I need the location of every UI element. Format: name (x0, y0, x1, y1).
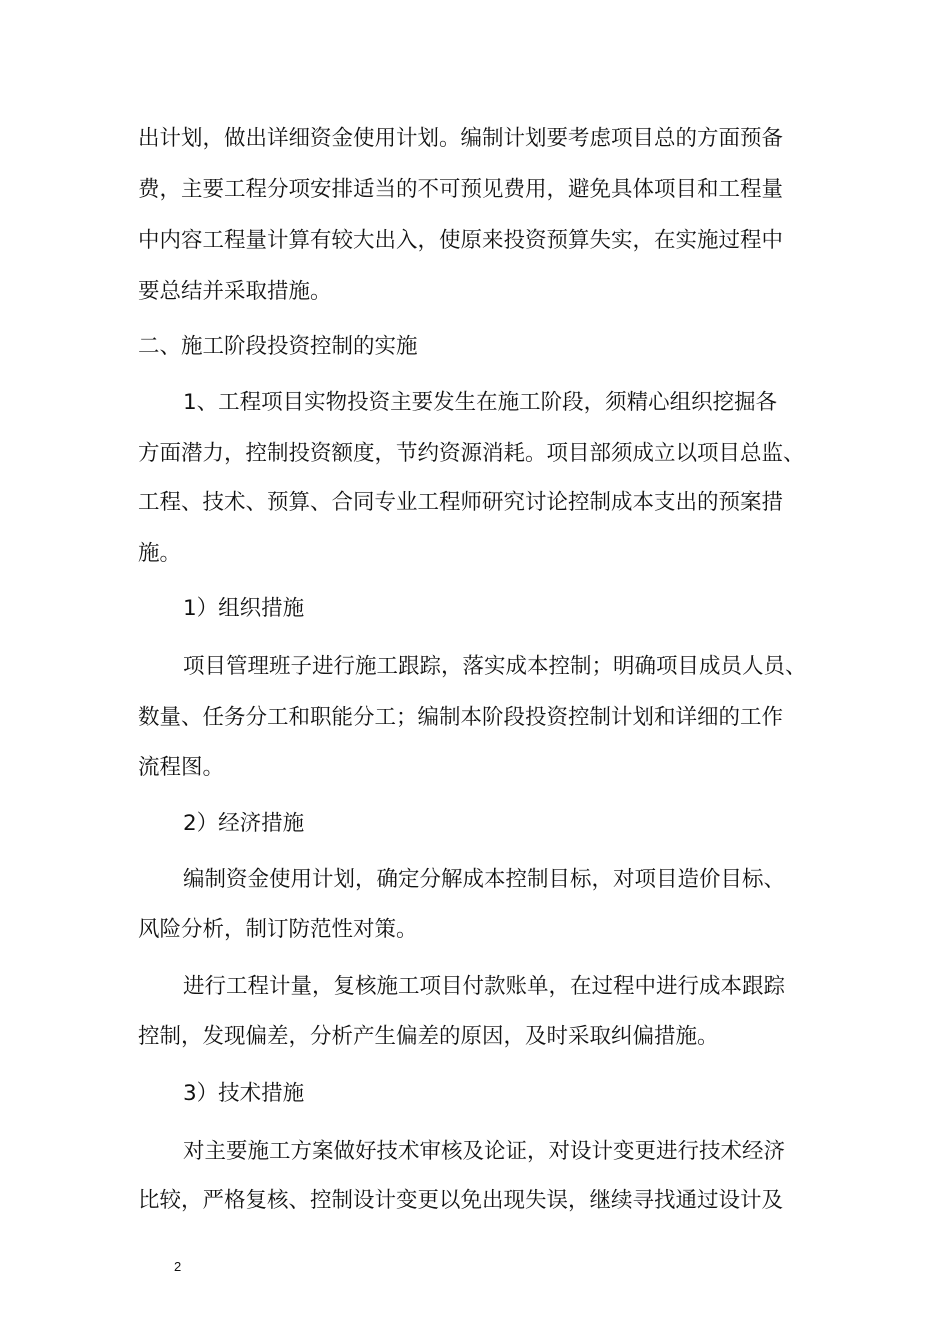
paragraph-line: 控制，发现偏差，分析产生偏差的原因，及时采取纠偏措施。 (138, 1024, 719, 1049)
paragraph-line: 费，主要工程分项安排适当的不可预见费用，避免具体项目和工程量 (138, 177, 784, 202)
paragraph-line: 进行工程计量，复核施工项目付款账单，在过程中进行成本跟踪 (183, 974, 786, 999)
paragraph-line: 流程图。 (138, 755, 225, 780)
paragraph-line: 方面潜力，控制投资额度，节约资源消耗。项目部须成立以项目总监、 (138, 441, 805, 466)
paragraph-line: 项目管理班子进行施工跟踪，落实成本控制；明确项目成员人员、 (183, 654, 807, 679)
paragraph-line: 工程、技术、预算、合同专业工程师研究讨论控制成本支出的预案措 (138, 490, 784, 515)
paragraph-line: 施。 (138, 541, 182, 566)
subsection-heading: 1）组织措施 (183, 596, 305, 621)
paragraph-line: 对主要施工方案做好技术审核及论证，对设计变更进行技术经济 (183, 1139, 786, 1164)
subsection-heading: 3）技术措施 (183, 1081, 305, 1106)
paragraph-line: 1、工程项目实物投资主要发生在施工阶段，须精心组织挖掘各 (183, 390, 778, 415)
paragraph-line: 风险分析，制订防范性对策。 (138, 917, 418, 942)
paragraph-line: 比较，严格复核、控制设计变更以免出现失误，继续寻找通过设计及 (138, 1188, 784, 1213)
page-number: 2 (174, 1259, 182, 1274)
section-heading: 二、施工阶段投资控制的实施 (138, 334, 418, 359)
paragraph-line: 中内容工程量计算有较大出入，使原来投资预算失实，在实施过程中 (138, 228, 784, 253)
subsection-heading: 2）经济措施 (183, 811, 305, 836)
paragraph-line: 要总结并采取措施。 (138, 279, 332, 304)
paragraph-line: 编制资金使用计划，确定分解成本控制目标，对项目造价目标、 (183, 867, 786, 892)
paragraph-line: 出计划，做出详细资金使用计划。编制计划要考虑项目总的方面预备 (138, 126, 784, 151)
paragraph-line: 数量、任务分工和职能分工；编制本阶段投资控制计划和详细的工作 (138, 705, 784, 730)
